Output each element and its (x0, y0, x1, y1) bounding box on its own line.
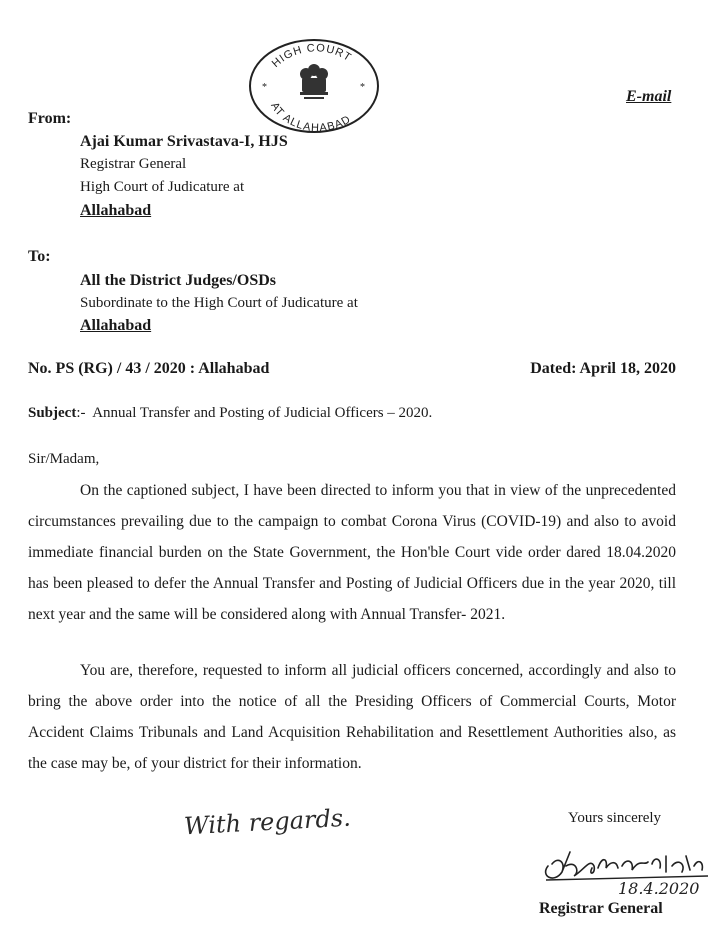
from-place: Allahabad (80, 202, 152, 219)
subject-separator: :- (76, 405, 86, 421)
email-label: E-mail (626, 88, 672, 105)
high-court-seal (246, 36, 382, 136)
emblem-icon (300, 64, 328, 99)
signature-icon (536, 836, 714, 900)
subject-label: Subject (28, 405, 77, 421)
body-paragraph-1: On the captioned subject, I have been directed to inform you that in view of the unprecedented circumstances prevailing due to the campaign to combat Corona Virus (COVID-19) and also to avoid immediate financial burden on the State Government, the Hon'ble Court vide order dared 18.04.2020 has been pleased to defer the Annual Transfer and Posting of Judicial Officers due in the year 2020, till next year and the same will be considered along with Annual Transfer- 2021. (28, 482, 676, 623)
to-label: To: (28, 248, 51, 265)
from-label: From: (28, 110, 72, 127)
svg-text:*: * (360, 82, 365, 93)
svg-text:AT ALLAHABAD (268, 100, 353, 134)
to-place: Allahabad (80, 317, 152, 334)
body-paragraph-2: You are, therefore, requested to inform all judicial officers concerned, accordingly and also to bring the above order into the notice of all the Presiding Officers of Commercial Courts, Motor Accident Claims Tribunals and Land Acquisition Rehabilitation and Resettlement Authorities also, as the case may be, of your district for their information. (28, 662, 676, 772)
seal-top-text: HIGH COURT (269, 42, 354, 71)
to-org: Subordinate to the High Court of Judicature at (80, 295, 358, 311)
from-org: High Court of Judicature at (80, 179, 245, 195)
subject-line (28, 405, 432, 422)
closing-designation: Registrar General (539, 900, 663, 917)
reference-date: Dated: April 18, 2020 (530, 360, 676, 377)
handwritten-regards: With regards. (183, 803, 352, 841)
seal-bottom-text: AT ALLAHABAD (268, 100, 354, 135)
yours-sincerely: Yours sincerely (568, 810, 662, 826)
from-designation: Registrar General (80, 156, 187, 172)
signature-date: 18.4.2020 (618, 879, 700, 898)
subject-text: Annual Transfer and Posting of Judicial Officers – 2020. (92, 405, 433, 421)
svg-text:*: * (262, 82, 267, 93)
salutation: Sir/Madam, (28, 451, 100, 467)
to-name: All the District Judges/OSDs (80, 272, 276, 289)
from-name: Ajai Kumar Srivastava-I, HJS (80, 133, 288, 150)
reference-number: No. PS (RG) / 43 / 2020 : Allahabad (28, 360, 270, 377)
